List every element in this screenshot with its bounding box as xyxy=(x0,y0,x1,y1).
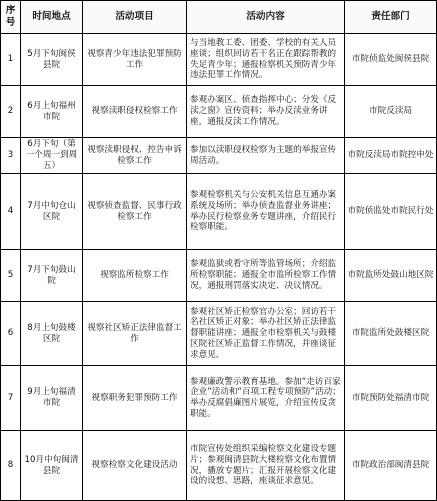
row-serial: 5 xyxy=(1,250,21,302)
row-department: 市院侦监处市院民行处 xyxy=(345,174,437,250)
row-serial: 3 xyxy=(1,138,21,174)
row-content: 参观办案区、侦查指挥中心；分发《反渎之窗》宣传资料；举办反渎业务讲座，通报反渎工作情况。 xyxy=(187,86,345,138)
table-row xyxy=(1,431,437,501)
row-content: 参观检察机关与公安机关信息互通办案系统及场所；举办侦查监督业务讲座；举办民行检察业务专题讲座，介绍民行检察职能。 xyxy=(187,174,345,250)
row-department: 市院监所处鼓山地区院 xyxy=(345,250,437,302)
table-row xyxy=(1,138,437,174)
row-project: 视察青少年违法犯罪预防工作 xyxy=(83,34,187,86)
table-row xyxy=(1,302,437,366)
header-serial: 序号 xyxy=(1,1,21,34)
row-content: 市院宣传处组织采编检察文化建设专题片；参观闽清县院大楼检察文化布置情况，播放专题片；汇报开展检察文化建设的设想、思路，座谈征求意见。 xyxy=(187,431,345,501)
row-time-place: 7月中旬仓山区院 xyxy=(21,174,83,250)
row-serial: 6 xyxy=(1,302,21,366)
table-header-row xyxy=(1,1,437,34)
row-department: 市院政治部闽清县院 xyxy=(345,431,437,501)
row-project: 视察渎职侵权、控告申诉检察工作 xyxy=(83,138,187,174)
row-time-place: 10月中旬闽清县院 xyxy=(21,431,83,501)
header-project: 活动项目 xyxy=(83,1,187,34)
row-content: 参观廉政警示教育基地。参加“走访百家企业”活动和“百项工程专项预防”活动；举办反腐倡廉图片展览，介绍宣传反贪职能。 xyxy=(187,366,345,431)
row-content: 参加以渎职侵权检察为主题的举报宣传周活动。 xyxy=(187,138,345,174)
row-serial: 2 xyxy=(1,86,21,138)
header-content: 活动内容 xyxy=(187,1,345,34)
row-serial: 7 xyxy=(1,366,21,431)
row-project: 视察监所检察工作 xyxy=(83,250,187,302)
table-row xyxy=(1,250,437,302)
row-content: 参观社区矫正检察官办公室；回访若干名社区矫正对象；举办社区矫正法律监督职能讲座；通报全市检察机关与鼓楼区院社区矫正监督工作情况，并座谈征求意见。 xyxy=(187,302,345,366)
table-row xyxy=(1,366,437,431)
header-department: 责任部门 xyxy=(345,1,437,34)
row-project: 视察职务犯罪预防工作 xyxy=(83,366,187,431)
table-row xyxy=(1,86,437,138)
row-time-place: 9月上旬福清市院 xyxy=(21,366,83,431)
row-serial: 8 xyxy=(1,431,21,501)
row-serial: 1 xyxy=(1,34,21,86)
row-department: 市院反渎局 xyxy=(345,86,437,138)
row-project: 视察渎职侵权检察工作 xyxy=(83,86,187,138)
row-time-place: 5月下旬闽侯县院 xyxy=(21,34,83,86)
table-row xyxy=(1,34,437,86)
row-project: 视察社区矫正法律监督工作 xyxy=(83,302,187,366)
table-row xyxy=(1,174,437,250)
row-department: 市院侦监处闽侯县院 xyxy=(345,34,437,86)
row-time-place: 6月下旬（第一个周一到周五） xyxy=(21,138,83,174)
row-department: 市院反渎局市院控申处 xyxy=(345,138,437,174)
header-time-place: 时间地点 xyxy=(21,1,83,34)
row-department: 市院监所处鼓楼区院 xyxy=(345,302,437,366)
row-content: 参观监狱或看守所等监管场所；介绍监所检察职能；通报全市监所检察工作情况，通报刑罚落实决定、决议情况。 xyxy=(187,250,345,302)
row-time-place: 7月下旬鼓山院 xyxy=(21,250,83,302)
row-time-place: 8月上旬鼓楼区院 xyxy=(21,302,83,366)
row-time-place: 6月上旬福州市院 xyxy=(21,86,83,138)
row-department: 市院预防处福清市院 xyxy=(345,366,437,431)
row-serial: 4 xyxy=(1,174,21,250)
row-content: 与当地教工委、团委、学校的有关人员座谈；组织回访若干名正在跟踪帮教的失足青少年；通报检察机关预防青少年违法犯罪工作情况。 xyxy=(187,34,345,86)
row-project: 视察检察文化建设活动 xyxy=(83,431,187,501)
row-project: 视察侦查监督、民事行政检察工作 xyxy=(83,174,187,250)
